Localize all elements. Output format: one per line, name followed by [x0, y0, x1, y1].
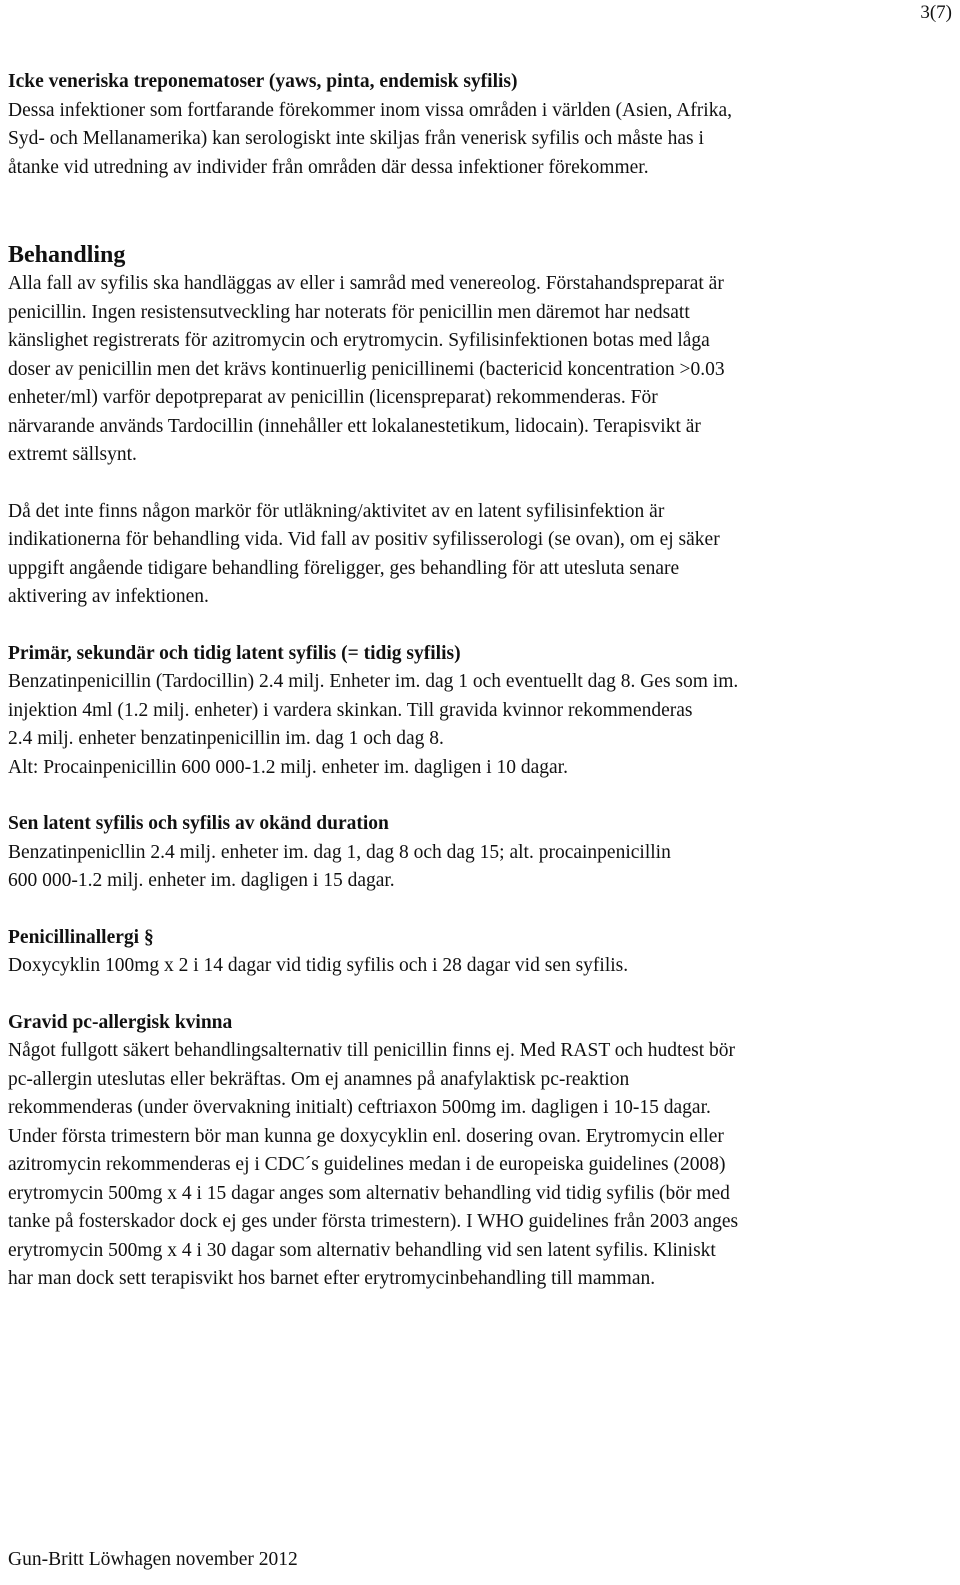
text-line: Under första trimestern bör man kunna ge doxycyklin enl. dosering ovan. Erytromycin eller	[8, 1125, 724, 1147]
text-line: azitromycin rekommenderas ej i CDC´s guidelines medan i de europeiska guidelines (2008)	[8, 1154, 726, 1175]
text-line: doser av penicillin men det krävs kontinuerlig penicillinemi (bactericid koncentration >0.03	[8, 358, 725, 380]
text-line: 600 000-1.2 milj. enheter im. dagligen i 15 dagar.	[8, 870, 395, 891]
section-heading: Gravid pc-allergisk kvinna	[8, 1011, 233, 1033]
section-sen-latent	[8, 810, 953, 896]
text-line: Något fullgott säkert behandlingsalternativ till penicillin finns ej. Med RAST och hudtest bör	[8, 1040, 735, 1061]
text-line: Syd- och Mellanamerika) kan serologiskt inte skiljas från venerisk syfilis och måste has i	[8, 128, 704, 149]
text-line: tanke på fosterskador dock ej ges under första trimestern). I WHO guidelines från 2003 anges	[8, 1211, 739, 1232]
text-line: penicillin. Ingen resistensutveckling har noterats för penicillin men däremot har nedsatt	[8, 301, 690, 323]
text-line: Alt: Procainpenicillin 600 000-1.2 milj. enheter im. dagligen i 10 dagar.	[8, 756, 568, 778]
text-line: 2.4 milj. enheter benzatinpenicillin im. dag 1 och dag 8.	[8, 728, 444, 749]
section-latent-info	[8, 498, 953, 612]
text-line: Benzatinpenicllin 2.4 milj. enheter im. dag 1, dag 8 och dag 15; alt. procainpenicillin	[8, 841, 671, 863]
section-icke-veneriska	[8, 68, 953, 182]
section-heading: Icke veneriska treponematoser (yaws, pinta, endemisk syfilis)	[8, 71, 518, 92]
section-heading: Penicillinallergi §	[8, 926, 154, 948]
section-gravid	[8, 1009, 953, 1294]
section-heading: Behandling	[8, 242, 126, 268]
text-line: Dessa infektioner som fortfarande förekommer inom vissa områden i världen (Asien, Afrika,	[8, 99, 732, 121]
text-line: erytromycin 500mg x 4 i 30 dagar som alternativ behandling vid sen latent syfilis. Kliniskt	[8, 1239, 716, 1261]
text-line: har man dock sett terapisvikt hos barnet efter erytromycinbehandling till mamman.	[8, 1268, 656, 1289]
text-line: Då det inte finns någon markör för utläkning/aktivitet av en latent syfilisinfektion är	[8, 500, 665, 522]
text-line: indikationerna för behandling vida. Vid fall av positiv syfilisserologi (se ovan), om ej säker	[8, 529, 720, 550]
text-line: Doxycyklin 100mg x 2 i 14 dagar vid tidig syfilis och i 28 dagar vid sen syfilis.	[8, 955, 629, 976]
text-line: uppgift angående tidigare behandling föreligger, ges behandling för att utesluta senare	[8, 557, 680, 579]
text-line: enheter/ml) varför depotpreparat av penicillin (licenspreparat) rekommenderas. För	[8, 387, 658, 408]
footer-author: Gun-Britt Löwhagen november 2012	[8, 1549, 298, 1570]
text-line: extremt sällsynt.	[8, 444, 137, 465]
text-line: pc-allergin uteslutas eller bekräftas. Om ej anamnes på anafylaktisk pc-reaktion	[8, 1068, 630, 1090]
text-line: närvarande används Tardocillin (innehåller ett lokalanestetikum, lidocain). Terapisvikt är	[8, 415, 701, 437]
text-line: känslighet registrerats för azitromycin och erytromycin. Syfilisinfektionen botas med låga	[8, 330, 710, 351]
text-line: åtanke vid utredning av individer från områden där dessa infektioner förekommer.	[8, 156, 649, 178]
page-number: 3(7)	[920, 2, 952, 23]
section-heading: Primär, sekundär och tidig latent syfilis (= tidig syfilis)	[8, 642, 461, 664]
text-line: rekommenderas (under övervakning initialt) ceftriaxon 500mg im. dagligen i 10-15 dagar.	[8, 1097, 711, 1118]
document-body	[8, 68, 953, 1294]
section-penicillinallergi	[8, 924, 953, 981]
text-line: erytromycin 500mg x 4 i 15 dagar anges som alternativ behandling vid tidig syfilis (bör med	[8, 1182, 730, 1204]
text-line: aktivering av infektionen.	[8, 586, 209, 607]
text-line: Benzatinpenicillin (Tardocillin) 2.4 milj. Enheter im. dag 1 och eventuellt dag 8. Ges som im.	[8, 671, 739, 692]
section-primar	[8, 640, 953, 783]
text-line: Alla fall av syfilis ska handläggas av eller i samråd med venereolog. Förstahandspreparat är	[8, 273, 724, 294]
section-behandling	[8, 240, 953, 470]
section-heading: Sen latent syfilis och syfilis av okänd duration	[8, 813, 389, 834]
text-line: injektion 4ml (1.2 milj. enheter) i vardera skinkan. Till gravida kvinnor rekommenderas	[8, 699, 693, 721]
